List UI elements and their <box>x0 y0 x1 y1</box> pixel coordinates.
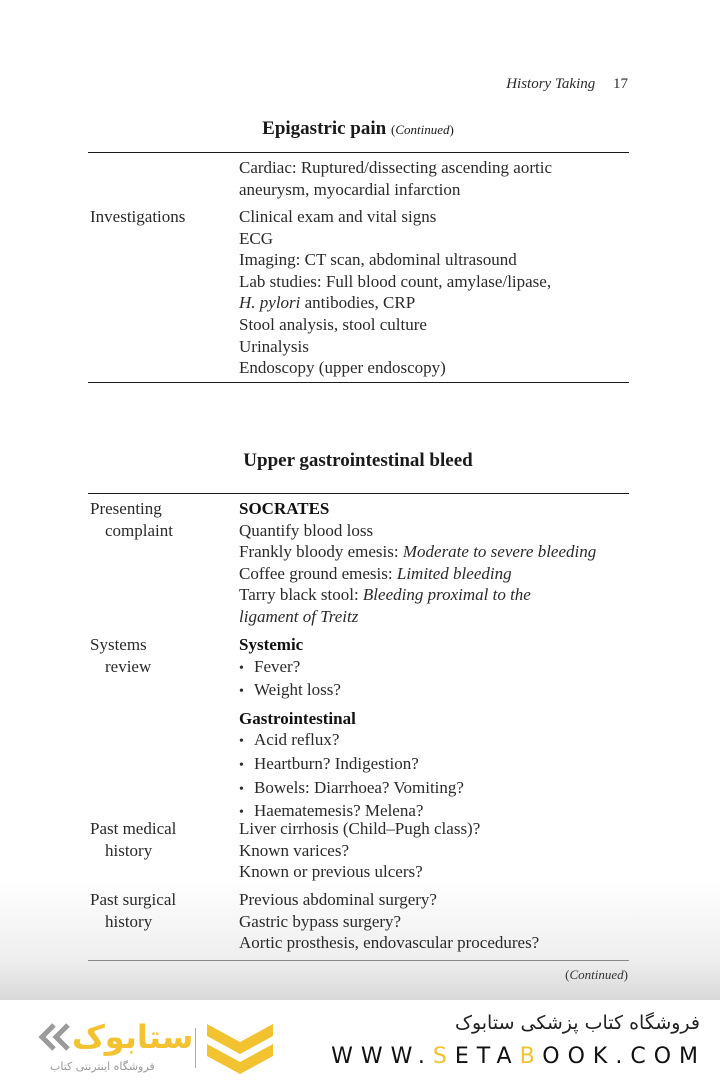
table-bottom-rule <box>88 382 629 383</box>
content-line: Aortic prosthesis, endovascular procedures? <box>239 933 540 953</box>
content-line: Clinical exam and vital signs <box>239 207 437 226</box>
row-label: Past medical history <box>90 819 177 860</box>
logo-divider <box>195 1028 196 1068</box>
content-line: Known or previous ulcers? <box>239 862 423 882</box>
bullet-item: • Fever? <box>239 656 629 680</box>
bullet-item: • Bowels: Diarrhoea? Vomiting? <box>239 777 629 801</box>
content-line: Frankly bloody emesis: Moderate to severe bleeding <box>239 542 597 562</box>
content-line: Endoscopy (upper endoscopy) <box>239 358 446 378</box>
logo-tagline: فروشگاه اینترنتی کتاب <box>50 1060 155 1073</box>
page-number: 17 <box>613 76 628 92</box>
content-line: Urinalysis <box>239 336 309 356</box>
bullet-item: • Acid reflux? <box>239 729 629 753</box>
bullet-item: • Haematemesis? Melena? <box>239 800 629 824</box>
content-line: Previous abdominal surgery? <box>239 890 437 909</box>
content-line: aneurysm, myocardial infarction <box>239 179 461 199</box>
subheading: Gastrointestinal <box>239 708 356 728</box>
row-label: Past surgical history <box>90 890 177 931</box>
row-content <box>239 206 629 379</box>
content-line: H. pylori antibodies, CRP <box>239 293 416 313</box>
table-title-epigastric <box>88 118 628 140</box>
subheading: SOCRATES <box>239 499 330 518</box>
content-line: Gastric bypass surgery? <box>239 911 402 931</box>
row-label: Investigations <box>90 207 186 226</box>
logo-wordmark: ستابوک <box>72 1018 194 1056</box>
content-line: Tarry black stool: Bleeding proximal to the <box>239 585 531 605</box>
continued-note: (Continued) <box>390 122 454 137</box>
double-chevron-icon <box>38 1022 72 1052</box>
content-line: Liver cirrhosis (Child–Pugh class)? <box>239 819 481 838</box>
row-content <box>239 498 629 628</box>
content-line: Stool analysis, stool culture <box>239 314 427 334</box>
row-label: Presenting complaint <box>90 499 173 540</box>
row-content <box>239 818 629 883</box>
setabook-emblem-icon <box>205 1020 275 1076</box>
row-content <box>239 889 629 954</box>
running-head <box>506 76 628 93</box>
table-top-rule <box>88 493 629 494</box>
running-head-title: History Taking <box>506 76 596 92</box>
row-content <box>239 157 629 200</box>
content-line: ECG <box>239 228 273 248</box>
table-title-text: Epigastric pain <box>262 118 387 139</box>
continued-note: (Continued) <box>565 967 628 982</box>
row-label: Systems review <box>90 635 152 676</box>
content-line: Coffee ground emesis: Limited bleeding <box>239 563 512 583</box>
row-content <box>239 634 629 824</box>
bullet-item: • Weight loss? <box>239 679 629 703</box>
content-line: Imaging: CT scan, abdominal ultrasound <box>239 250 517 270</box>
content-line: Lab studies: Full blood count, amylase/lipase, <box>239 271 552 291</box>
store-url[interactable]: WWW.SETABOOK.COM <box>331 1044 706 1069</box>
bullet-item: • Heartburn? Indigestion? <box>239 753 629 777</box>
content-line: Quantify blood loss <box>239 520 374 540</box>
subheading: Systemic <box>239 635 304 654</box>
content-line: Known varices? <box>239 840 349 860</box>
table-title-ugi-bleed: Upper gastrointestinal bleed <box>243 450 473 471</box>
content-line: Cardiac: Ruptured/dissecting ascending aortic <box>239 158 552 177</box>
store-name: فروشگاه کتاب پزشکی ستابوک <box>454 1012 700 1034</box>
table-bottom-rule <box>88 960 629 961</box>
content-line: ligament of Treitz <box>239 606 359 626</box>
table-top-rule <box>88 152 629 153</box>
